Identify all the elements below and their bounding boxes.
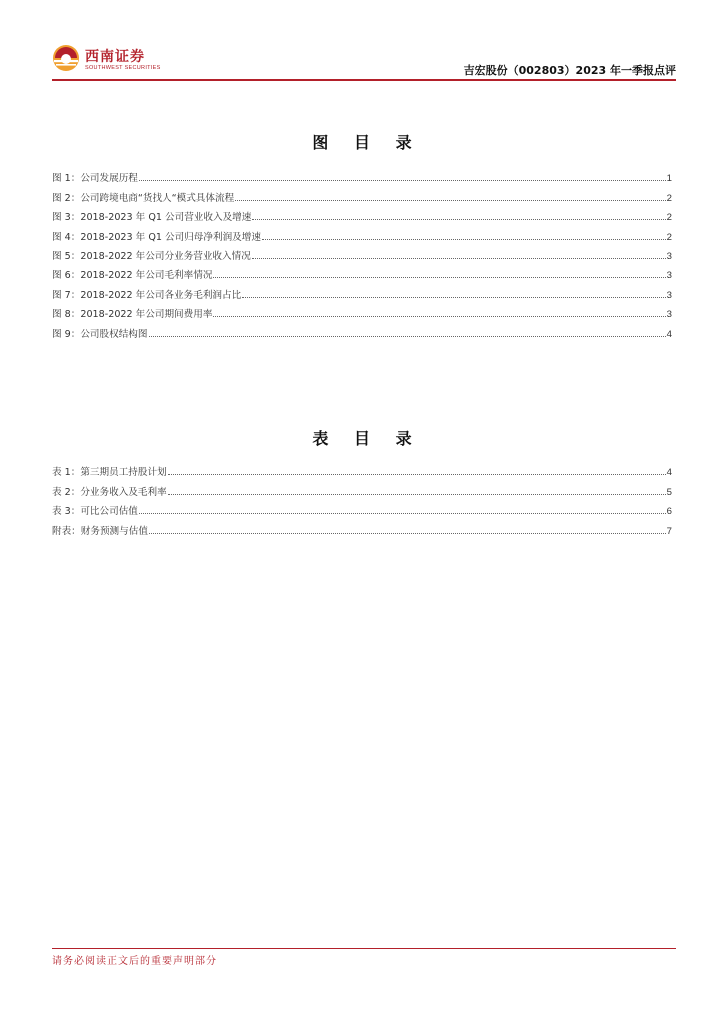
toc-entry[interactable] (52, 184, 672, 203)
toc-dot-leader (252, 258, 666, 259)
toc-entry-label: 图 9：公司股权结构图 (52, 328, 148, 340)
toc-entry[interactable] (52, 320, 672, 339)
toc-entry[interactable] (52, 301, 672, 320)
toc-entry-page-number: 4 (666, 467, 672, 479)
toc-entry[interactable] (52, 204, 672, 223)
southwest-securities-logo-icon (52, 44, 80, 72)
toc-entry[interactable] (52, 243, 672, 262)
figure-toc-title: 图 目 录 (312, 133, 422, 152)
toc-dot-leader (168, 494, 666, 495)
header-divider (52, 79, 676, 81)
toc-dot-leader (149, 336, 666, 337)
toc-entry-label: 图 3：2018-2023 年 Q1 公司营业收入及增速 (52, 212, 252, 224)
table-toc-list (52, 459, 672, 537)
toc-entry-label: 图 5：2018-2022 年公司分业务营业收入情况 (52, 250, 251, 262)
toc-entry[interactable] (52, 223, 672, 242)
logo-chinese-name: 西南证券 (85, 49, 145, 65)
toc-entry[interactable] (52, 165, 672, 184)
toc-entry-label: 图 6：2018-2022 年公司毛利率情况 (52, 270, 213, 282)
toc-dot-leader (149, 533, 666, 534)
toc-entry-label: 图 1：公司发展历程 (52, 173, 138, 185)
toc-dot-leader (168, 474, 666, 475)
toc-entry-page-number: 4 (666, 328, 672, 340)
toc-entry-page-number: 2 (666, 192, 672, 204)
toc-entry[interactable] (52, 517, 672, 536)
toc-entry-page-number: 3 (666, 270, 672, 282)
footer-disclaimer: 请务必阅读正文后的重要声明部分 (52, 956, 217, 967)
toc-entry-page-number: 3 (666, 250, 672, 262)
toc-entry-label: 表 1：第三期员工持股计划 (52, 467, 167, 479)
toc-entry-page-number: 1 (666, 173, 672, 185)
toc-entry-page-number: 2 (666, 212, 672, 224)
toc-entry-page-number: 3 (666, 289, 672, 301)
toc-dot-leader (242, 297, 665, 298)
toc-entry[interactable] (52, 281, 672, 300)
toc-entry-page-number: 6 (666, 506, 672, 518)
toc-entry[interactable] (52, 498, 672, 517)
company-logo (52, 44, 182, 74)
toc-entry-label: 图 2：公司跨境电商“货找人“模式具体流程 (52, 192, 235, 204)
footer-divider (52, 948, 676, 949)
toc-entry-page-number: 3 (666, 309, 672, 321)
figure-toc-list (52, 165, 672, 340)
page-header (52, 40, 676, 80)
toc-entry[interactable] (52, 478, 672, 497)
toc-entry-label: 图 8：2018-2022 年公司期间费用率 (52, 309, 213, 321)
toc-entry[interactable] (52, 262, 672, 281)
toc-entry-label: 表 2：分业务收入及毛利率 (52, 486, 167, 498)
table-toc-title: 表 目 录 (312, 429, 422, 448)
toc-dot-leader (139, 180, 666, 181)
toc-entry[interactable] (52, 459, 672, 478)
toc-dot-leader (213, 316, 665, 317)
toc-entry-page-number: 5 (666, 486, 672, 498)
toc-entry-label: 图 4：2018-2023 年 Q1 公司归母净利润及增速 (52, 231, 261, 243)
toc-entry-page-number: 7 (666, 525, 672, 537)
toc-entry-page-number: 2 (666, 231, 672, 243)
toc-dot-leader (235, 200, 665, 201)
report-title: 吉宏股份（002803）2023 年一季报点评 (463, 64, 676, 77)
toc-dot-leader (252, 219, 665, 220)
logo-english-name: SOUTHWEST SECURITIES (85, 65, 161, 71)
toc-dot-leader (262, 239, 666, 240)
toc-entry-label: 表 3：可比公司估值 (52, 506, 138, 518)
toc-entry-label: 附表：财务预测与估值 (52, 525, 148, 537)
toc-entry-label: 图 7：2018-2022 年公司各业务毛利润占比 (52, 289, 242, 301)
toc-dot-leader (213, 277, 665, 278)
toc-dot-leader (139, 513, 666, 514)
